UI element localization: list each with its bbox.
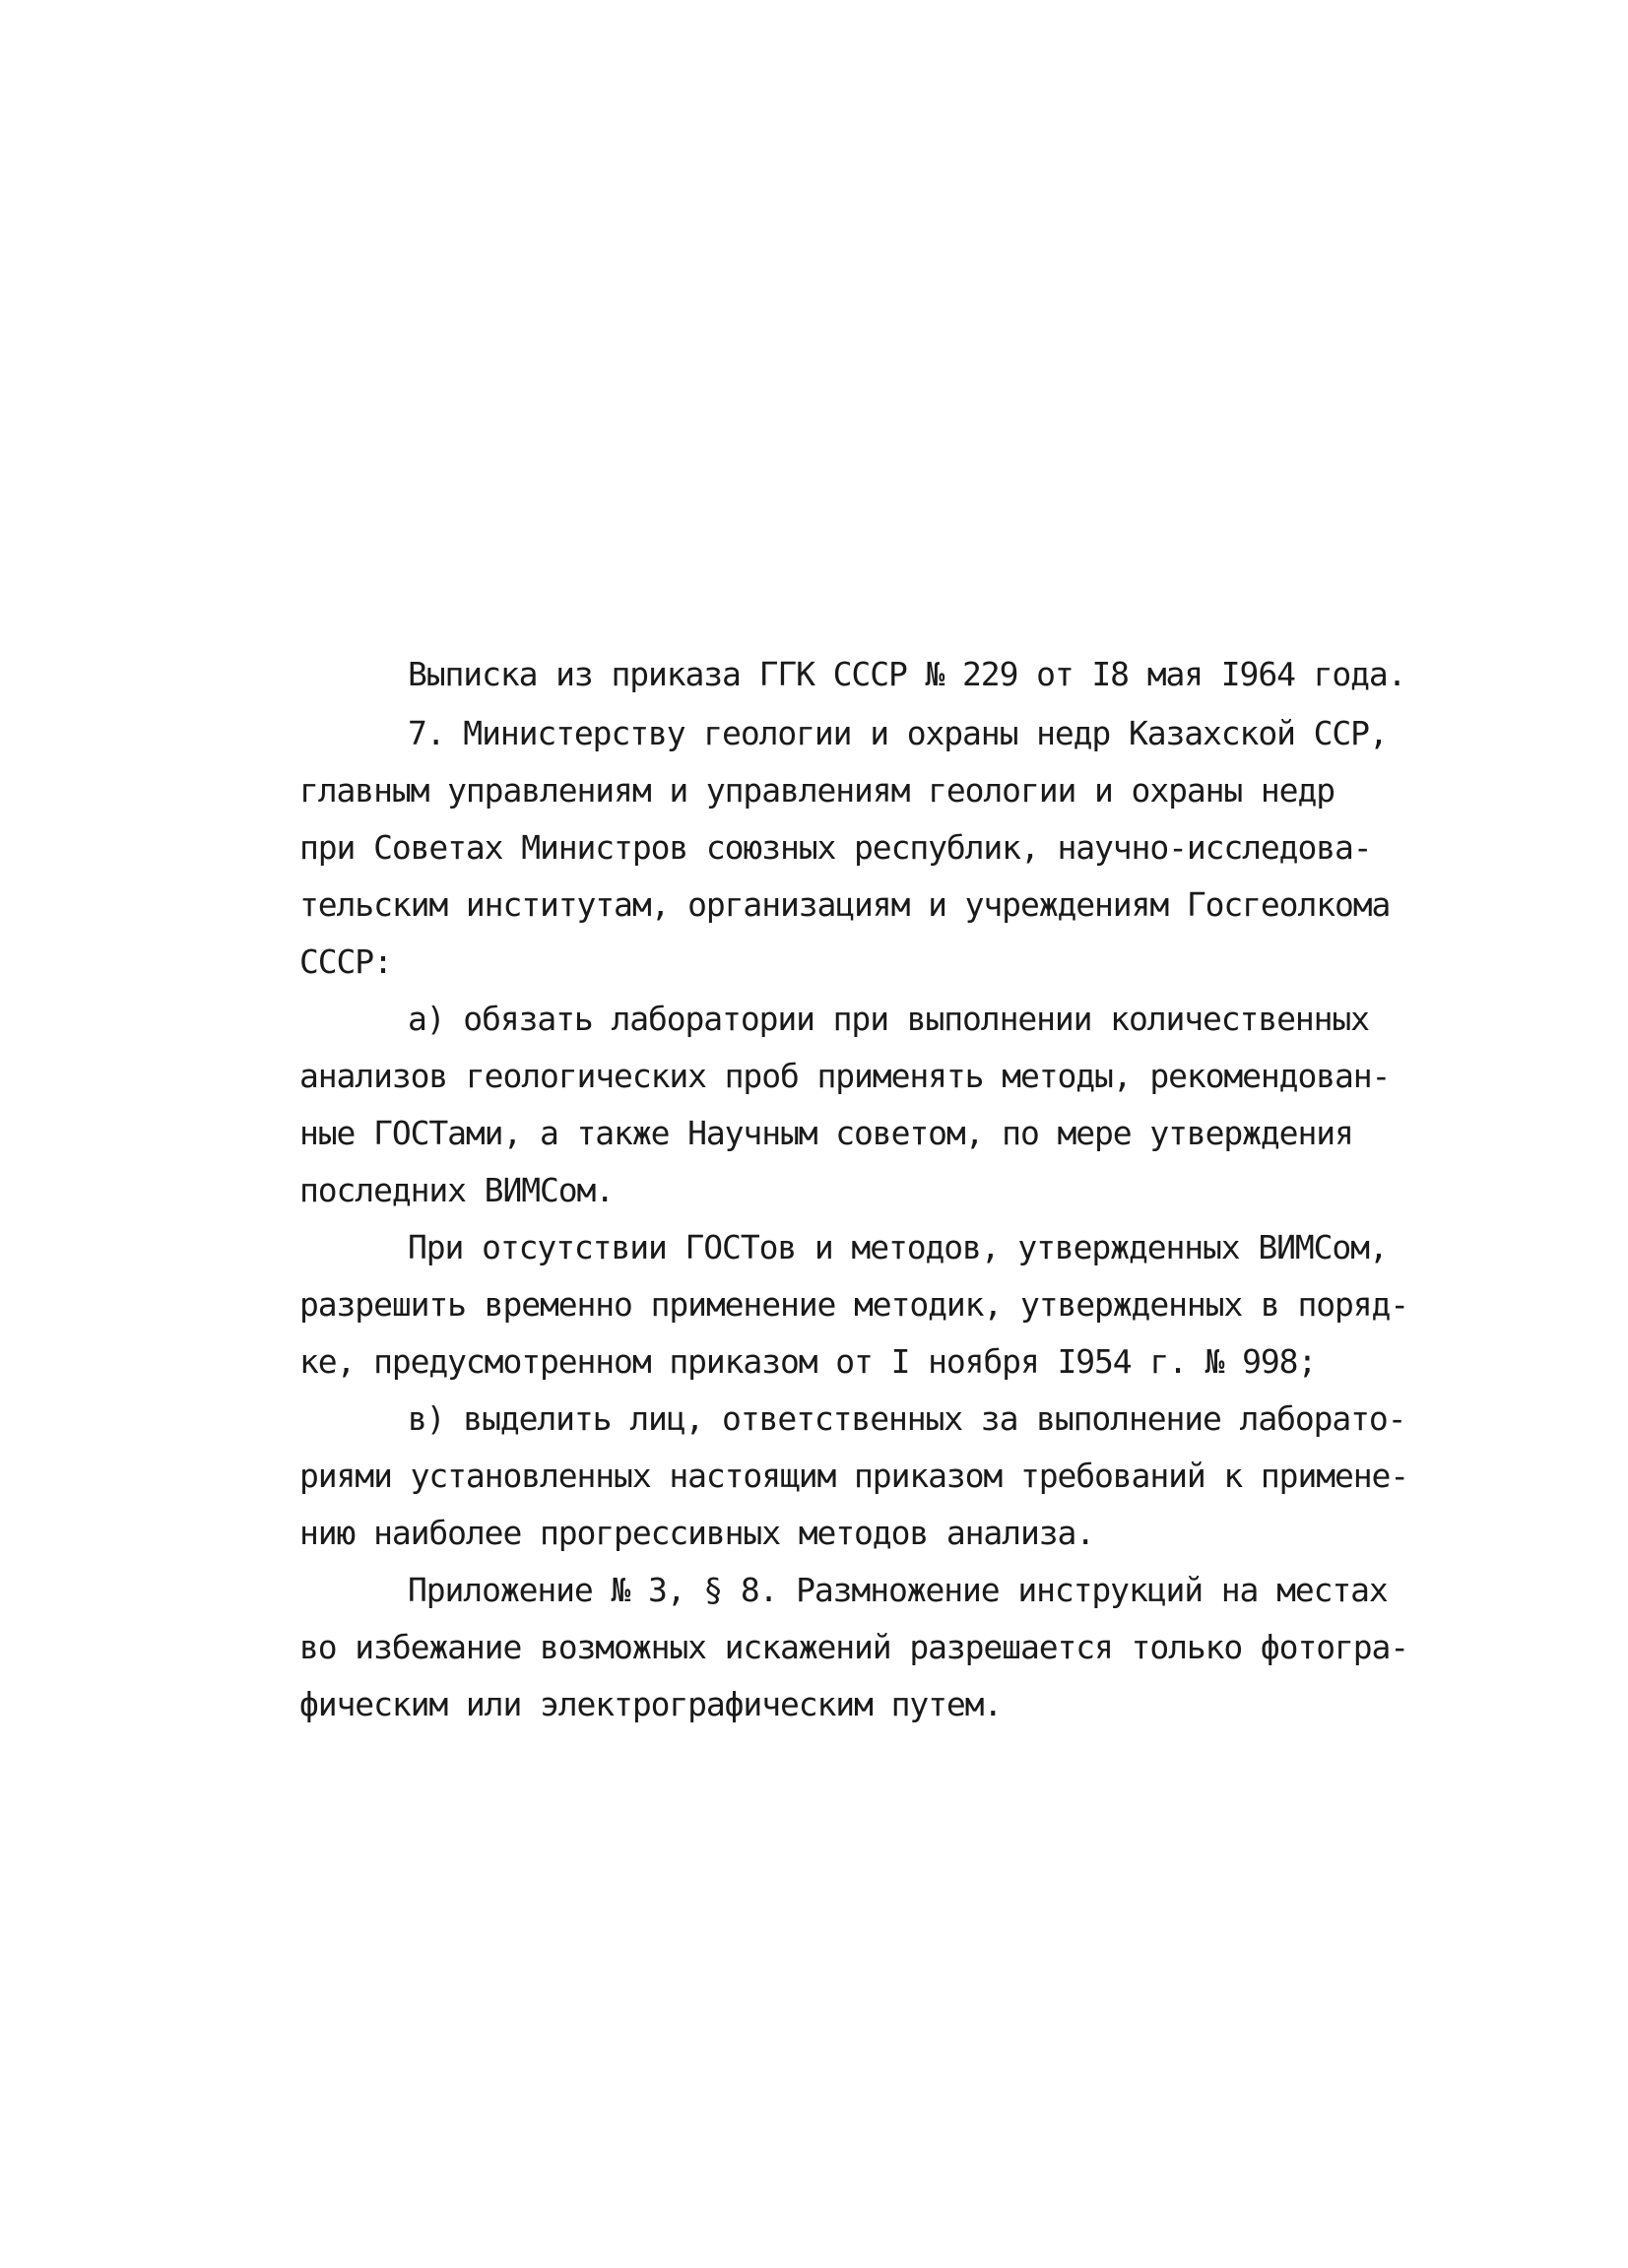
paragraph-absence-of-gost [299, 1219, 1409, 1391]
text-line: анализов геологических проб применять методы, рекомендован- [299, 1057, 1391, 1095]
text-line: тельским институтам, организациям и учреждениям Госгеолкома [299, 885, 1391, 924]
order-excerpt [299, 646, 1409, 1733]
text-line: разрешить временно применение методик, утвержденных в поряд- [299, 1285, 1409, 1324]
paragraph-item-a [299, 991, 1391, 1219]
text-line: при Советах Министров союзных республик, научно-исследова- [299, 828, 1372, 867]
text-line: во избежание возможных искажений разрешается только фотогра- [299, 1628, 1409, 1666]
text-line: а) обязать лаборатории при выполнении количественных [408, 1000, 1369, 1038]
text-line: ные ГОСТами, а также Научным советом, по мере утверждения [299, 1114, 1353, 1152]
text-line: нию наиболее прогрессивных методов анализа. [299, 1514, 1095, 1552]
text-line: фическим или электрографическим путем. [299, 1685, 1003, 1723]
text-line: в) выделить лиц, ответственных за выполнение лаборато- [408, 1399, 1406, 1438]
text-line: последних ВИМСом. [299, 1171, 615, 1209]
text-line: 7. Министерству геологии и охраны недр Казахской ССР, [408, 714, 1388, 752]
text-line: СССР: [299, 942, 392, 981]
paragraph-item-v [299, 1391, 1409, 1562]
text-line: Приложение № 3, § 8. Размножение инструкций на местах [408, 1571, 1388, 1609]
text-line: При отсутствии ГОСТов и методов, утвержденных ВИМСом, [408, 1228, 1388, 1266]
document-title: Выписка из приказа ГГК СССР № 229 от I8 мая I964 года. [408, 655, 1406, 693]
paragraph-ministry [299, 705, 1391, 991]
text-line: ке, предусмотренном приказом от I ноября I954 г. № 998; [299, 1342, 1317, 1381]
text-line: риями установленных настоящим приказом требований к примене- [299, 1457, 1409, 1495]
text-line: главным управлениям и управлениям геологии и охраны недр [299, 771, 1335, 810]
paragraph-appendix [299, 1562, 1409, 1733]
